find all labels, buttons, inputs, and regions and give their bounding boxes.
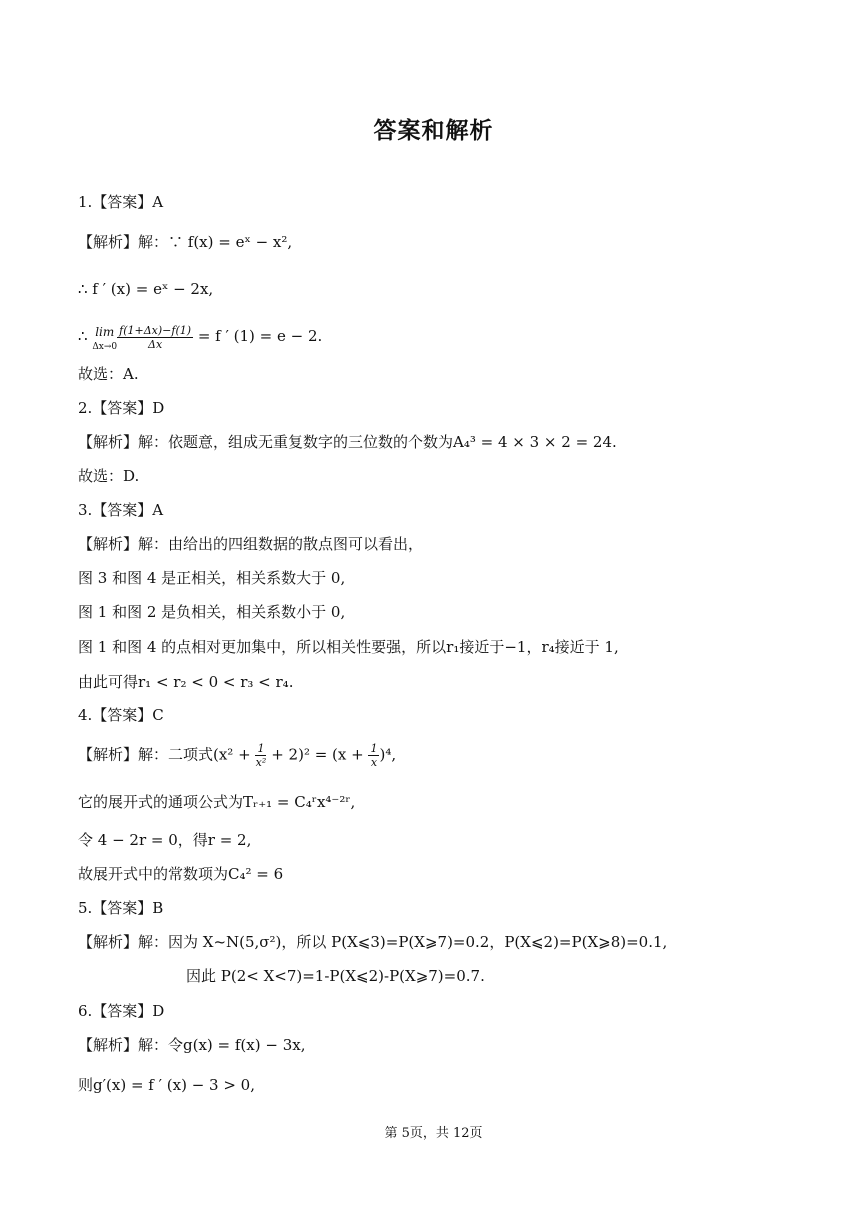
text-line: 【解析】解：令g(x) = f(x) − 3x, — [78, 1036, 306, 1054]
text-line: 2.【答案】D — [78, 399, 165, 417]
text-line: 故选：A. — [78, 365, 139, 383]
fraction: $\frac{f(1+\Delta x)-f(1)}{\Delta x}$ — [119, 323, 192, 351]
text-line: 图 1 和图 2 是负相关，相关系数小于 0, — [78, 603, 346, 621]
text-line: 图 3 和图 4 是正相关，相关系数大于 0, — [78, 569, 346, 587]
page-footer: 第 5页，共 12页 — [384, 1126, 483, 1141]
fraction: $\frac{1}{x}$ — [370, 742, 378, 769]
text-line: 因此 P(2< X<7)=1-P(X⩽2)-P(X⩾7)=0.7. — [186, 967, 485, 985]
text-line: 5.【答案】B — [78, 899, 164, 917]
page-title: 答案和解析 — [373, 118, 494, 144]
text-line: 它的展开式的通项公式为Tᵣ₊₁ = C₄ʳx⁴⁻²ʳ, — [78, 793, 356, 811]
text-line: ∴ lim Δx→0 $\frac{f(1+\Delta x)-f(1)}{\Delta x}$ = f ′ (1) = e − 2. — [78, 323, 323, 352]
text-line: 【解析】解：∵ f(x) = eˣ − x², — [78, 233, 293, 251]
text-line: 则g′(x) = f ′ (x) − 3 > 0, — [78, 1076, 255, 1094]
limit-expression: lim Δx→0 — [92, 325, 118, 352]
text-line: 【解析】解：二项式(x² + $\frac{1}{\text{x²}}$ + 2)² = (x + $\frac{1}{x}$ )⁴, — [78, 742, 397, 769]
text-line: 由此可得r₁ < r₂ < 0 < r₃ < r₄. — [78, 673, 294, 691]
text-line: 令 4 − 2r = 0，得r = 2, — [78, 831, 252, 849]
text-line: 【解析】解：依题意，组成无重复数字的三位数的个数为A₄³ = 4 × 3 × 2 = 24. — [78, 433, 617, 451]
text-line: 6.【答案】D — [78, 1002, 165, 1020]
text-line: 图 1 和图 4 的点相对更加集中，所以相关性要强，所以r₁接近于−1，r₄接近于 1, — [78, 638, 619, 656]
text-line: 【解析】解：由给出的四组数据的散点图可以看出， — [78, 535, 424, 553]
text-line: 1.【答案】A — [78, 193, 164, 211]
text-line: 【解析】解：因为 X~N(5,σ²)，所以 P(X⩽3)=P(X⩾7)=0.2，P(X⩽2)=P(X⩾8)=0.1, — [78, 933, 668, 951]
text-line: 故选：D. — [78, 467, 140, 485]
text-line: 3.【答案】A — [78, 501, 164, 519]
text-line: ∴ f ′ (x) = eˣ − 2x, — [78, 280, 214, 298]
fraction: $\frac{1}{\text{x²}}$ — [255, 742, 267, 769]
text-line: 故展开式中的常数项为C₄² = 6 — [78, 865, 284, 883]
text-line: 4.【答案】C — [78, 706, 164, 724]
